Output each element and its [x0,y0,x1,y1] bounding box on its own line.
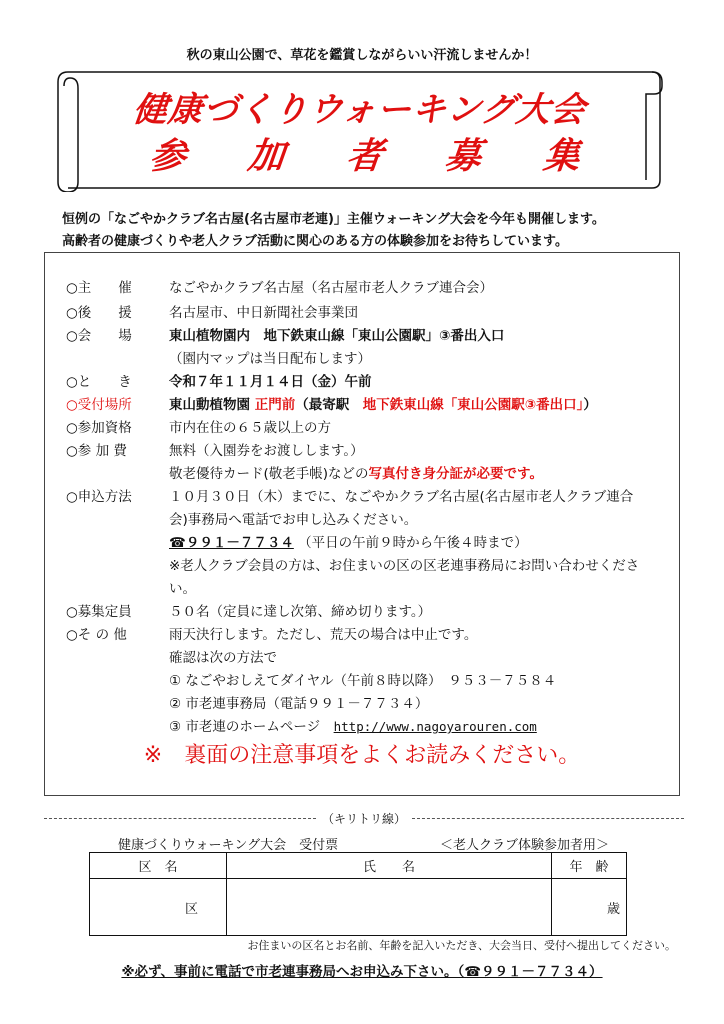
name-header: 氏 名 [227,853,552,879]
support-value: 名古屋市、中日新聞社会事業団 [169,305,358,321]
recruit-char: 加 [246,136,287,177]
reception-station: 地下鉄東山線「東山公園駅③番出口」 [362,397,584,413]
apply-phone-row [169,531,528,551]
support-label: ○後 援 [66,305,132,321]
capacity-value: ５０名（定員に達し次第、締め切ります。） [169,604,432,620]
apply-label: ○申込方法 [66,489,132,505]
footer-warning: ※必ず、事前に電話で市老連事務局へお申込み下さい。（☎９９１－７７３４） [121,964,603,980]
ward-header: 区 名 [90,853,227,879]
notice-text: ※ 裏面の注意事項をよくお読みください。 [143,743,581,768]
fee-value: 無料（入園券をお渡しします。） [169,443,364,459]
eligibility-value: 市内在住の６５歳以上の方 [169,420,331,436]
reception-place: 東山動植物園 [169,397,255,413]
reception-value [169,393,597,413]
host-value: なごやかクラブ名古屋（名古屋市老人クラブ連合会） [169,280,493,296]
intro-line-2: 高齢者の健康づくりや老人クラブ活動に関心のある方の体験参加をお待ちしています。 [62,234,568,249]
age-field[interactable]: 歳 [552,879,627,936]
reception-gate: 正門前 [254,397,296,413]
age-header: 年 齢 [552,853,627,879]
recruit-char: 参 [147,136,188,177]
apply-line-1: １０月３０日（木）までに、なごやかクラブ名古屋(名古屋市老人クラブ連合 [169,489,634,505]
apply-phone: ☎９９１－７７３４ [169,535,294,551]
receipt-title: 健康づくりウォーキング大会 受付票 [118,838,339,853]
reception-station-prefix: （最寄駅 [295,397,363,413]
date-label: ○と き [66,374,132,390]
lead-text: 秋の東山公園で、草花を鑑賞しながらいい汗流しませんか！ [186,48,538,63]
other-value: 雨天決行します。ただし、荒天の場合は中止です。 [169,627,478,643]
venue-note: （園内マップは当日配布します） [169,351,371,367]
confirm-homepage [169,715,537,735]
confirm-office: ② 市老連事務局（電話９９１－７７３４） [169,696,429,712]
reception-label: ○受付場所 [66,397,132,413]
venue-value: 東山植物園内 地下鉄東山線「東山公園駅」③番出入口 [169,328,505,344]
intro-line-1: 恒例の「なごやかクラブ名古屋(名古屋市老連)」主催ウォーキング大会を今年も開催します。 [62,212,605,227]
fee-note-text: 敬老優待カード(敬老手帳)などの [169,466,369,482]
reception-station-suffix: ） [583,397,597,413]
venue-label: ○会 場 [66,328,132,344]
event-title: 健康づくりウォーキング大会 [131,90,589,130]
ward-field[interactable]: 区 [90,879,227,936]
apply-note-2: い。 [169,581,196,597]
cut-line-label: （キリトリ線） [322,812,407,826]
recruit-char: 募 [442,136,484,177]
receipt-form [89,852,627,936]
apply-line-2: 会)事務局へ電話でお申し込みください。 [169,512,418,528]
other-label: ○そ の 他 [66,627,127,643]
recruit-char: 集 [541,136,582,177]
homepage-link[interactable]: http://www.nagoyarouren.com [333,719,537,734]
eligibility-label: ○参加資格 [66,420,132,436]
homepage-label: ③ 市老連のホームページ [169,719,334,735]
recruit-char: 者 [344,136,385,177]
confirm-dial: ① なごやおしえてダイヤル（午前８時以降） ９５３－７５８４ [169,673,557,689]
fee-label: ○参 加 費 [66,443,127,459]
apply-note-1: ※老人クラブ会員の方は、お住まいの区の区老連事務局にお問い合わせくださ [169,558,640,574]
fee-note-warning: 写真付き身分証が必要です。 [368,466,543,482]
capacity-label: ○募集定員 [66,604,132,620]
fee-note [169,462,543,482]
cut-line [44,810,684,827]
recruit-title [147,128,582,179]
apply-phone-hours: （平日の午前９時から午後４時まで） [298,535,528,551]
name-field[interactable] [227,879,552,936]
date-value: 令和７年１１月１４日（金）午前 [169,374,372,390]
receipt-subtitle: ＜老人クラブ体験参加者用＞ [440,838,610,853]
confirm-title: 確認は次の方法で [169,650,277,666]
host-label: ○主 催 [66,280,132,296]
footer-note: お住まいの区名とお名前、年齢を記入いただき、大会当日、受付へ提出してください。 [247,939,676,952]
